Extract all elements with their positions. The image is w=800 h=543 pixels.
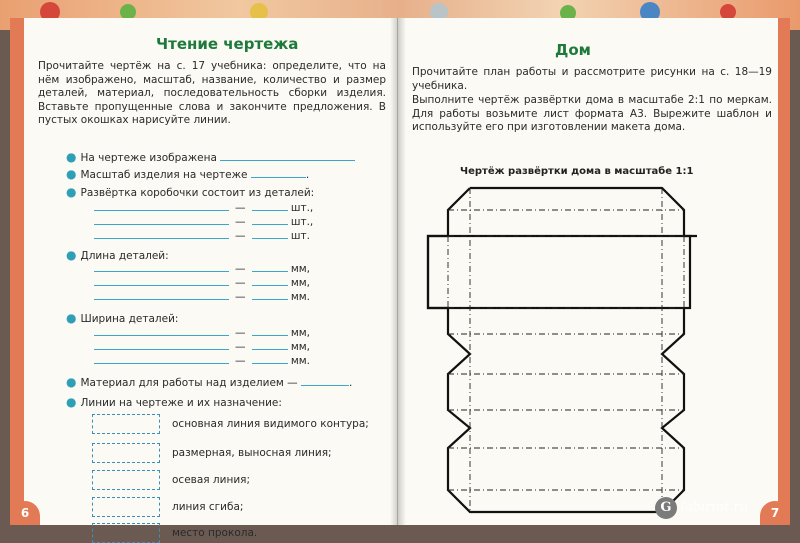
question-scale: ● Масштаб изделия на чертеже . [66,167,310,181]
question-lines: ● Линии на чертеже и их назначение: [66,395,282,409]
line-drawing-box[interactable] [92,443,160,463]
line-type-label: место прокола. [172,527,258,539]
line-type-label: основная линия видимого контура; [172,418,369,430]
answer-blank[interactable] [252,229,288,239]
parts-row: — шт., [94,215,313,228]
width-row: — мм. [94,354,310,367]
line-drawing-box[interactable] [92,523,160,543]
watermark-logo-icon: G [655,497,677,519]
width-row: — мм, [94,326,310,339]
answer-blank[interactable] [252,201,288,211]
line-drawing-box[interactable] [92,497,160,517]
answer-blank[interactable] [94,276,229,286]
line-drawing-box[interactable] [92,470,160,490]
answer-blank[interactable] [252,276,288,286]
book-gutter [390,18,406,525]
answer-blank[interactable] [94,215,229,225]
question-material: ● Материал для работы над изделием — . [66,375,353,389]
answer-blank[interactable] [94,290,229,300]
net-side-panel [428,236,690,308]
line-drawing-box[interactable] [92,414,160,434]
line-type-label: линия сгиба; [172,501,244,513]
parts-row: — шт., [94,201,313,214]
answer-blank[interactable] [94,229,229,239]
length-row: — мм, [94,276,310,289]
watermark: G labirint.ru [655,497,748,519]
answer-blank[interactable] [220,151,355,161]
question-parts: ● Развёртка коробочки состоит из деталей: [66,185,315,199]
answer-blank[interactable] [94,340,229,350]
left-page [10,18,398,539]
answer-blank[interactable] [94,326,229,336]
answer-blank[interactable] [251,168,306,178]
answer-blank[interactable] [252,340,288,350]
answer-blank[interactable] [94,262,229,272]
right-page [398,18,790,525]
line-type-label: осевая линия; [172,474,251,486]
answer-blank[interactable] [252,262,288,272]
intro-paragraph: Прочитайте чертёж на с. 17 учебника: определите, что на нём изображено, масштаб, название, количество и размер деталей, материал, последовательность сборки изделия. Вставьте пропущенные слова и закончите предложения. В пустых окошках нарисуйте линии. [38,60,386,126]
page-title: Дом [555,41,591,59]
answer-blank[interactable] [252,354,288,364]
parts-row: — шт. [94,229,310,242]
question-width: ● Ширина деталей: [66,311,179,325]
answer-blank[interactable] [94,354,229,364]
instruction-paragraph: Прочитайте план работы и рассмотрите рисунки на с. 18—19 учебника. [412,66,772,92]
page-number: 6 [10,501,40,525]
question-drawing: ● На чертеже изображена [66,150,355,164]
figure-caption: Чертёж развёртки дома в масштабе 1:1 [460,166,694,177]
answer-blank[interactable] [252,290,288,300]
length-row: — мм. [94,290,310,303]
width-row: — мм, [94,340,310,353]
question-length: ● Длина деталей: [66,248,169,262]
line-type-label: размерная, выносная линия; [172,447,332,459]
answer-blank[interactable] [301,376,349,386]
answer-blank[interactable] [252,326,288,336]
answer-blank[interactable] [94,201,229,211]
page-number: 7 [760,501,790,525]
house-net-drawing [422,178,692,523]
page-title: Чтение чертежа [156,35,299,53]
length-row: — мм, [94,262,310,275]
instruction-paragraph: Выполните чертёж развёртки дома в масштабе 2:1 по меркам. Для работы возьмите лист формата А3. Вырежите шаблон и используйте его при изготовлении макета дома. [412,94,772,133]
answer-blank[interactable] [252,215,288,225]
